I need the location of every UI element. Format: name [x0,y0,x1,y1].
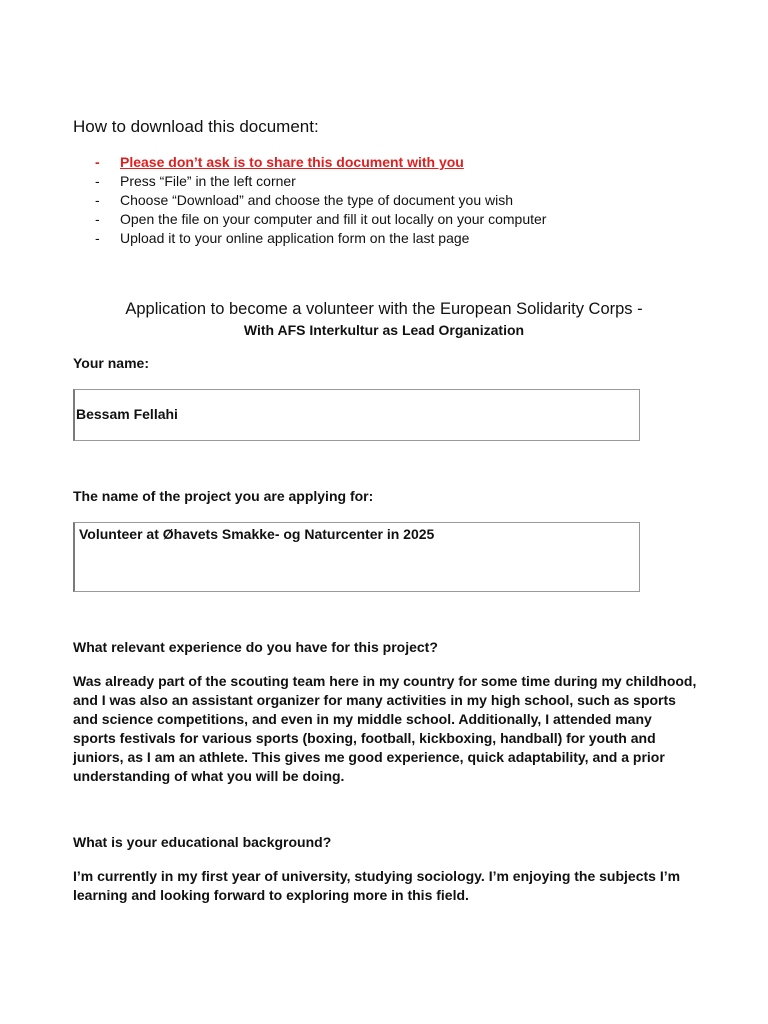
download-instructions-list [95,153,546,248]
experience-answer: Was already part of the scouting team here in my country for some time during my childhood, and I was also an assistant organizer for many activities in my high school, such as sports and science competitions, and even in my middle school. Additionally, I attended many sports festivals for various sports (boxing, football, kickboxing, handball) for youth and juniors, as I am an athlete. This gives me good experience, quick adaptability, and a prior understanding of what you will be doing. [73,673,697,784]
list-item [95,191,546,210]
warning-text: Please don’t ask is to share this document with you [120,154,464,170]
list-item-text: Open the file on your computer and fill it out locally on your computer [120,211,547,227]
name-field-value: Bessam Fellahi [76,406,178,422]
list-item-text: Upload it to your online application form on the last page [120,230,470,246]
project-field-value: Volunteer at Øhavets Smakke- og Naturcenter in 2025 [79,526,435,542]
list-item [95,153,546,172]
list-item-text: Choose “Download” and choose the type of document you wish [120,192,514,208]
list-item [95,172,546,191]
list-bullet: - [95,173,100,189]
list-bullet: - [95,154,100,170]
list-bullet: - [95,230,100,246]
list-bullet: - [95,211,100,227]
education-question: What is your educational background? [73,834,332,850]
application-subtitle: With AFS Interkultur as Lead Organization [243,322,525,338]
application-title: Application to become a volunteer with the European Solidarity Corps - [125,300,643,318]
list-item [95,210,546,229]
download-instructions-heading: How to download this document: [73,117,319,136]
project-label: The name of the project you are applying for: [73,488,374,504]
project-field[interactable] [73,522,640,592]
list-item [95,229,546,248]
name-field[interactable] [73,389,640,441]
list-bullet: - [95,192,100,208]
education-answer: I’m currently in my first year of university, studying sociology. I’m enjoying the subjects I’m learning and looking forward to exploring more in this field. [73,868,681,903]
experience-question: What relevant experience do you have for this project? [73,639,438,655]
name-label: Your name: [73,355,149,371]
list-item-text: Press “File” in the left corner [120,173,296,189]
